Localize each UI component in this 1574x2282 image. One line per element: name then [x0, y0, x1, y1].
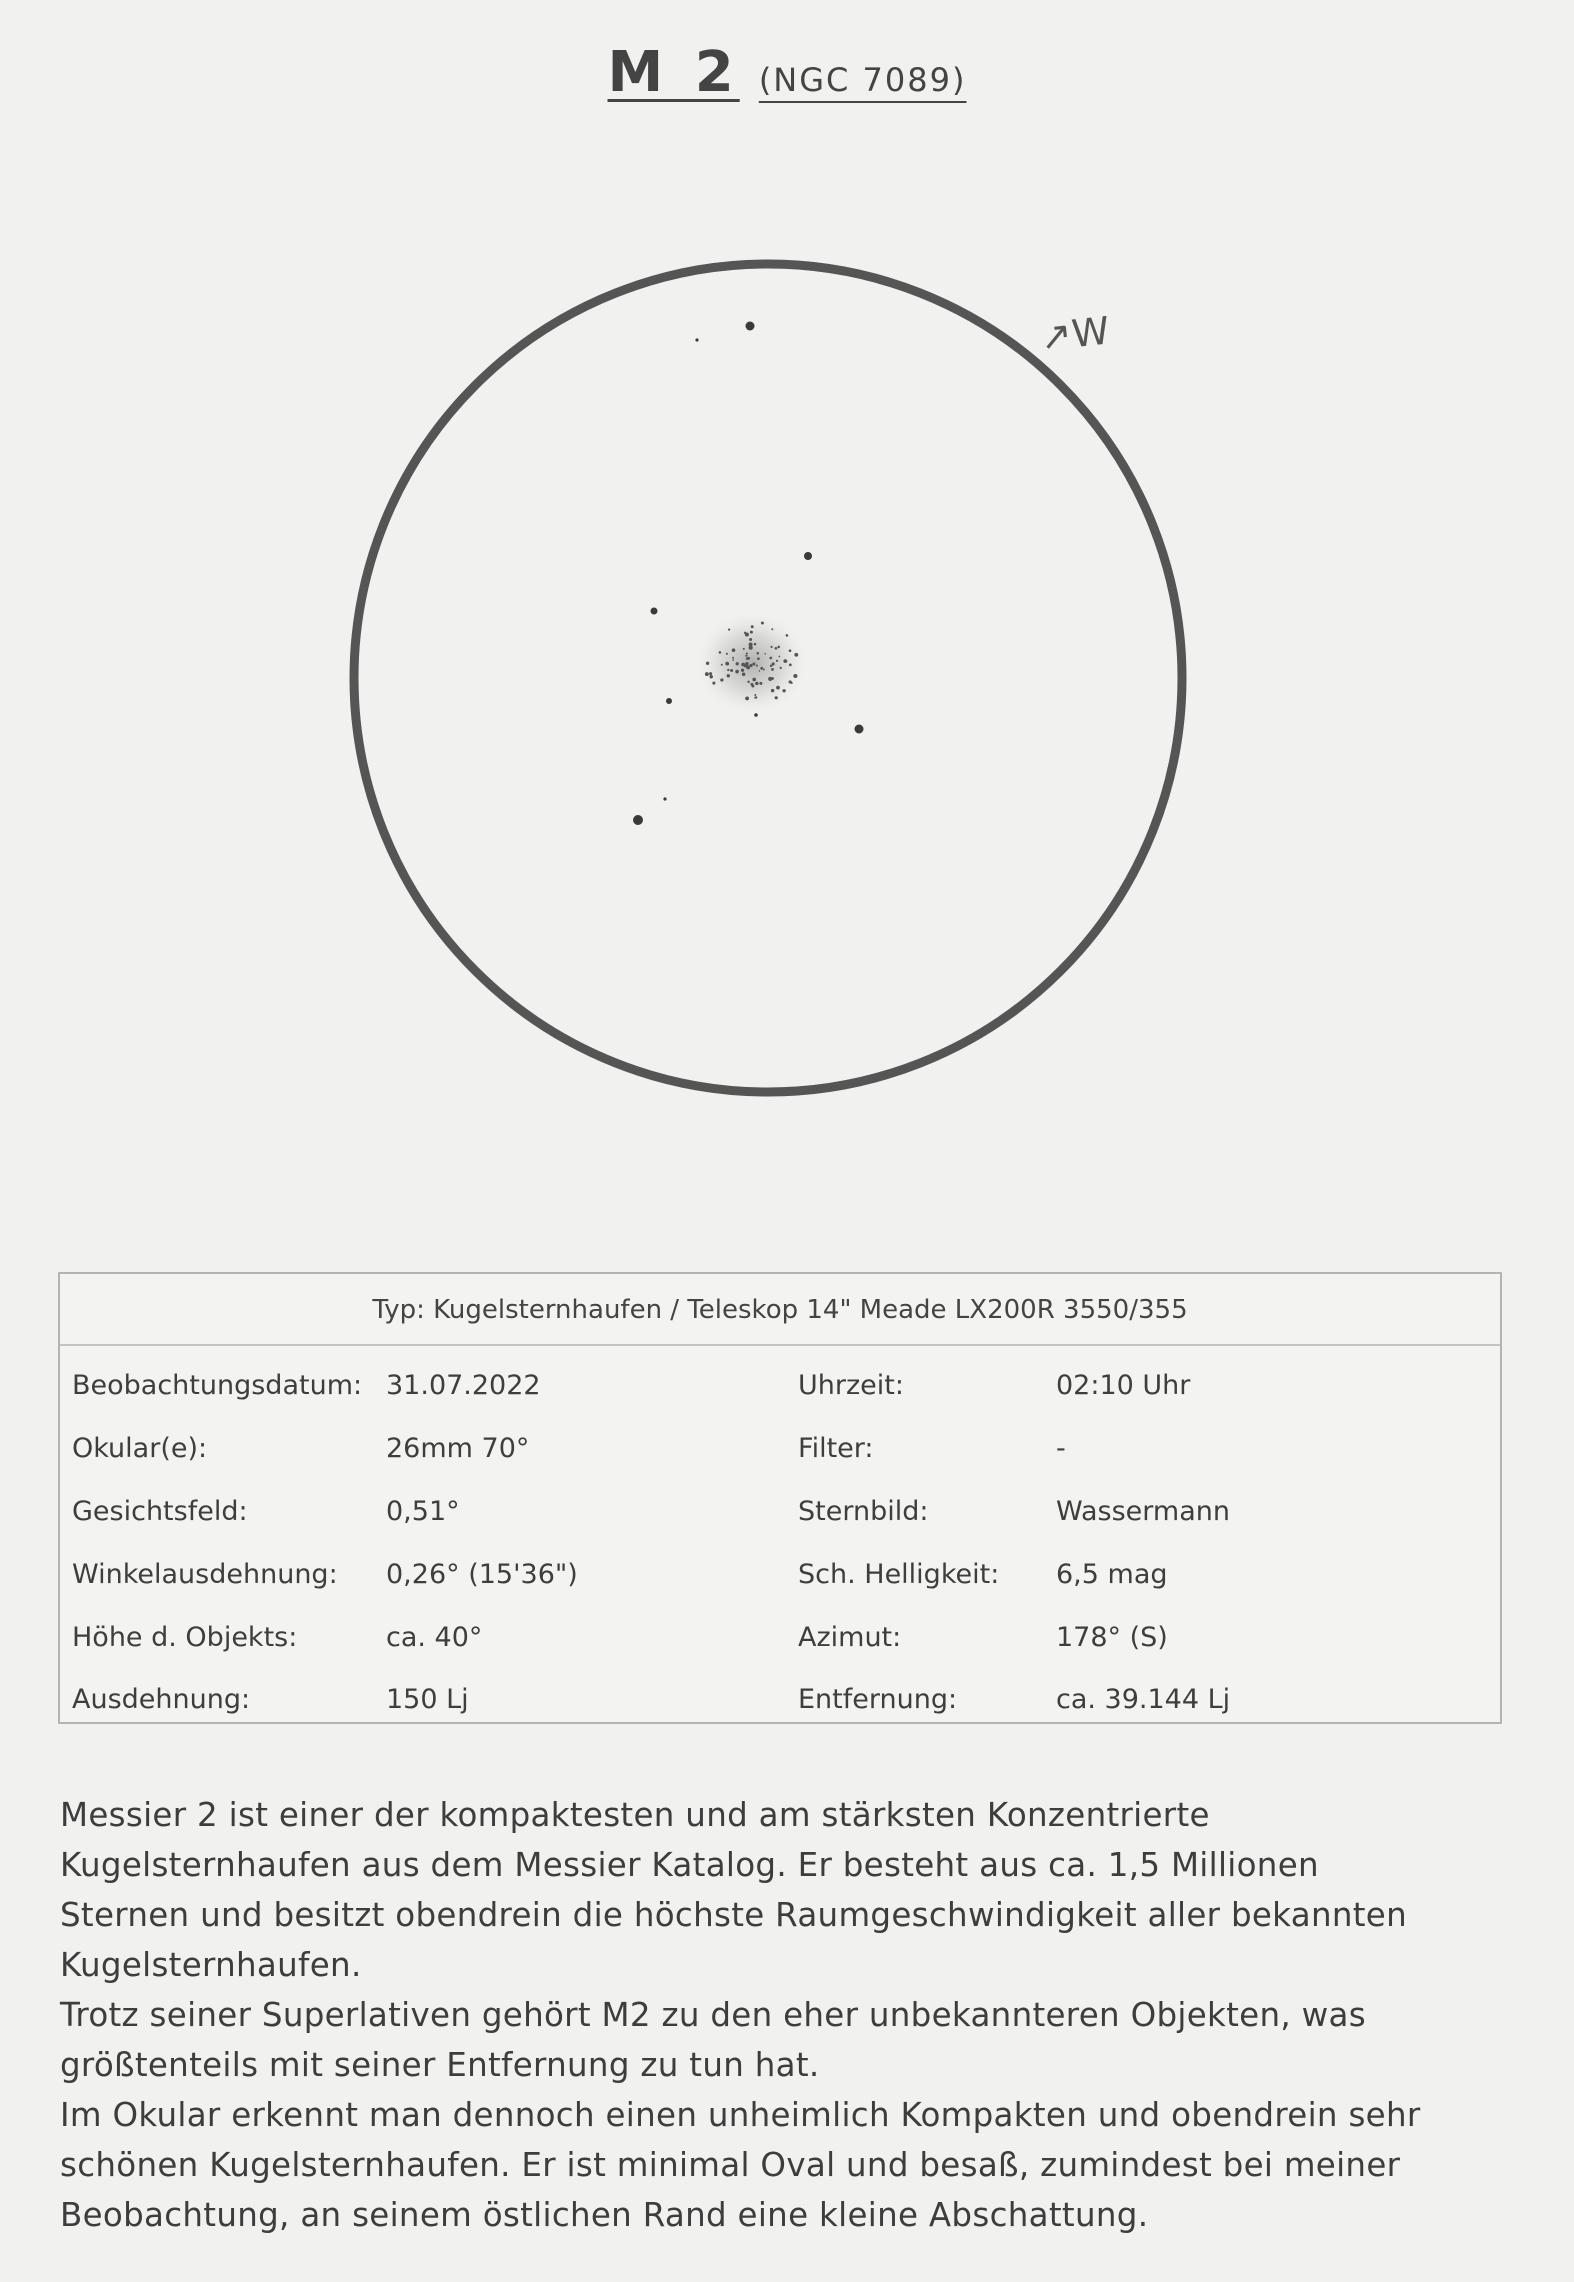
cluster-star: [742, 673, 746, 677]
value: 02:10 Uhr: [1056, 1370, 1191, 1401]
cluster-star: [749, 642, 753, 646]
cluster-star: [719, 651, 722, 654]
cluster-star: [757, 657, 760, 660]
description-text: [60, 1790, 1520, 2240]
cluster-star: [780, 667, 782, 669]
cluster-star: [732, 659, 734, 661]
cluster-star: [741, 669, 744, 672]
label: Okular(e):: [72, 1433, 208, 1464]
cluster-star: [746, 657, 749, 660]
label: Filter:: [798, 1433, 874, 1464]
value: 0,26° (15'36"): [386, 1559, 578, 1590]
text-line: Kugelsternhaufen.: [60, 1946, 362, 1984]
text-line: Beobachtung, an seinem östlichen Rand eine kleine Abschattung.: [60, 2196, 1149, 2234]
label: Winkelausdehnung:: [72, 1559, 338, 1590]
cluster-star: [757, 652, 760, 655]
cluster-star: [727, 669, 729, 671]
cluster-star: [745, 655, 747, 657]
cluster-star: [775, 647, 778, 650]
cluster-star: [756, 665, 758, 667]
cluster-star: [732, 657, 734, 659]
cluster-star: [727, 674, 730, 677]
cluster-star: [749, 638, 752, 641]
cluster-star: [750, 664, 752, 666]
cluster-star: [750, 683, 753, 686]
label: Uhrzeit:: [798, 1370, 904, 1401]
cluster-star: [728, 629, 730, 631]
label: Gesichtsfeld:: [72, 1496, 248, 1527]
cluster-star: [736, 662, 739, 665]
cluster-star: [770, 646, 772, 648]
cluster-star: [789, 664, 792, 667]
value: -: [1056, 1433, 1066, 1464]
cluster-star: [747, 681, 749, 683]
value: ca. 39.144 Lj: [1056, 1684, 1231, 1715]
value: 26mm 70°: [386, 1433, 530, 1464]
field-star: [663, 797, 666, 800]
cluster-star: [776, 660, 778, 662]
cluster-star: [735, 670, 739, 674]
table-row: [60, 1545, 1500, 1605]
label: Höhe d. Objekts:: [72, 1622, 298, 1653]
cluster-star: [732, 648, 736, 652]
field-star: [633, 815, 643, 825]
table-header: Typ: Kugelsternhaufen / Teleskop 14" Meade LX200R 3550/355: [60, 1274, 1500, 1346]
cluster-star: [705, 672, 709, 676]
cluster-star: [759, 682, 762, 685]
cluster-star: [752, 678, 756, 682]
cluster-star: [726, 653, 728, 655]
table-row: [60, 1356, 1500, 1416]
cluster-star: [775, 696, 778, 699]
cluster-star: [755, 683, 757, 685]
table-row: [60, 1608, 1500, 1668]
field-stars: [633, 322, 864, 826]
cluster-star: [725, 662, 729, 666]
field-star: [746, 322, 755, 331]
cluster-star: [709, 675, 712, 678]
label: Sch. Helligkeit:: [798, 1559, 1000, 1590]
label: Azimut:: [798, 1622, 902, 1653]
cluster-star: [760, 667, 763, 670]
label: Beobachtungsdatum:: [72, 1370, 363, 1401]
cluster-star: [764, 653, 766, 655]
cluster-star: [794, 653, 798, 657]
cluster-star: [750, 631, 753, 634]
table-row: [60, 1419, 1500, 1479]
cluster-star: [754, 643, 757, 646]
catalog-designation: (NGC 7089): [758, 61, 967, 99]
cluster-star: [771, 668, 774, 671]
cluster-star: [769, 657, 772, 660]
cluster-star: [786, 634, 789, 637]
cluster-star: [720, 678, 723, 681]
cluster-star: [744, 663, 748, 667]
text-line: Trotz seiner Superlativen gehört M2 zu den eher unbekannteren Objekten, was: [60, 1996, 1366, 2034]
field-star: [666, 698, 672, 704]
value: 6,5 mag: [1056, 1559, 1168, 1590]
cluster-star: [761, 621, 764, 624]
value: 0,51°: [386, 1496, 460, 1527]
value: ca. 40°: [386, 1622, 483, 1653]
field-star: [695, 338, 698, 341]
value: 178° (S): [1056, 1622, 1168, 1653]
label: Entfernung:: [798, 1684, 958, 1715]
cluster-star: [763, 669, 765, 671]
cluster-star: [771, 628, 773, 630]
observation-table: [58, 1272, 1502, 1724]
cluster-star: [752, 663, 755, 666]
cluster-star: [721, 664, 723, 666]
direction-marker: ↗W: [1037, 308, 1112, 360]
table-row: [60, 1482, 1500, 1542]
cluster-star: [751, 625, 754, 628]
text-line: schönen Kugelsternhaufen. Er ist minimal Oval und besaß, zumindest bei meiner: [60, 2146, 1401, 2184]
cluster-star: [785, 660, 787, 662]
text-line: größtenteils mit seiner Entfernung zu tun hat.: [60, 2046, 820, 2084]
label: Ausdehnung:: [72, 1684, 251, 1715]
field-star: [855, 725, 864, 734]
cluster-star: [746, 652, 748, 654]
text-line: Sternen und besitzt obendrein die höchste Raumgeschwindigkeit aller bekannten: [60, 1896, 1407, 1934]
cluster-star: [776, 686, 780, 690]
cluster-star: [745, 696, 749, 700]
value: Wassermann: [1056, 1496, 1230, 1527]
cluster-star: [730, 669, 733, 672]
cluster-star: [782, 689, 785, 692]
object-name: M 2: [607, 40, 740, 105]
text-line: Im Okular erkennt man dennoch einen unheimlich Kompakten und obendrein sehr: [60, 2096, 1421, 2134]
cluster-star: [706, 662, 709, 665]
cluster-star: [790, 682, 792, 684]
cluster-star: [789, 649, 792, 652]
field-star: [651, 608, 658, 615]
cluster-star: [755, 696, 757, 698]
cluster-star: [778, 656, 780, 658]
table-row: [60, 1670, 1500, 1730]
cluster-star: [745, 632, 749, 636]
field-star: [804, 552, 812, 560]
text-line: Kugelsternhaufen aus dem Messier Katalog. Er besteht aus ca. 1,5 Millionen: [60, 1846, 1319, 1884]
cluster-star: [771, 689, 774, 692]
cluster-star: [759, 670, 761, 672]
value: 31.07.2022: [386, 1370, 541, 1401]
value: 150 Lj: [386, 1684, 469, 1715]
cluster-star: [793, 674, 797, 678]
label: Sternbild:: [798, 1496, 929, 1527]
cluster-star: [754, 694, 756, 696]
field-star: [754, 713, 758, 717]
cluster-star: [772, 662, 775, 665]
cluster-star: [709, 672, 712, 675]
cluster-star: [743, 648, 745, 650]
globular-cluster: [698, 613, 806, 713]
cluster-star: [771, 677, 774, 680]
text-line: Messier 2 ist einer der kompaktesten und am stärksten Konzentrierte: [60, 1796, 1210, 1834]
cluster-star: [777, 646, 780, 649]
cluster-star: [712, 682, 715, 685]
